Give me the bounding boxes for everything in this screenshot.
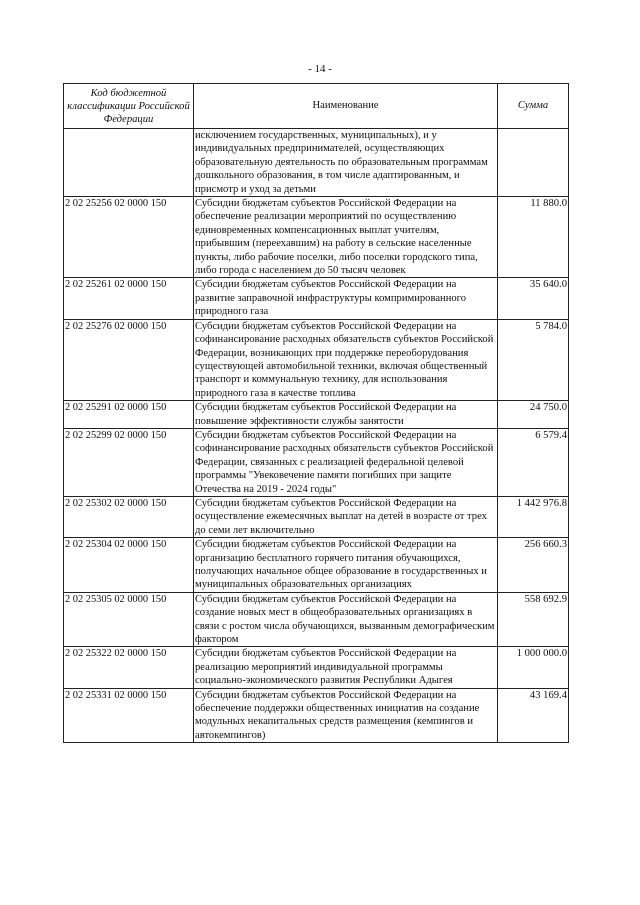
header-sum: Сумма [498,84,569,129]
table-row [64,647,569,688]
row-name: Субсидии бюджетам субъектов Российской Федерации на обеспечение поддержки общественных инициатив на создание модульных некапитальных средств размещения (кемпингов и автокемпингов) [194,688,498,743]
table-header-row [64,84,569,129]
row-name: Субсидии бюджетам субъектов Российской Федерации на осуществление ежемесячных выплат на детей в возрасте от трех до семи лет включительно [194,496,498,537]
row-sum: 1 000 000.0 [498,647,569,688]
page-number: - 14 - [308,63,332,75]
row-name: Субсидии бюджетам субъектов Российской Федерации на софинансирование расходных обязательств субъектов Российской Федерации, связанных с реализацией федеральной целевой программы "Увековечение памяти погибших при защите Отечества на 2019 - 2024 годы" [194,428,498,496]
table-row [64,319,569,400]
row-code [64,129,194,197]
row-name: исключением государственных, муниципальных), и у индивидуальных предпринимателей, осуществляющих образовательную деятельность по образовательным программам дошкольного образования, в том числе адаптированным, и присмотр и уход за детьми [194,129,498,197]
row-name: Субсидии бюджетам субъектов Российской Федерации на создание новых мест в общеобразовательных организациях в связи с ростом числа обучающихся, вызванным демографическим фактором [194,592,498,647]
row-name: Субсидии бюджетам субъектов Российской Федерации на развитие заправочной инфраструктуры компримированного природного газа [194,278,498,319]
row-sum: 35 640.0 [498,278,569,319]
row-name: Субсидии бюджетам субъектов Российской Федерации на софинансирование расходных обязательств субъектов Российской Федерации, возникающих при поддержке переоборудования существующей автомобильной техники, включая общественный транспорт и коммунальную технику, для использования природного газа в качестве топлива [194,319,498,400]
row-name: Субсидии бюджетам субъектов Российской Федерации на реализацию мероприятий индивидуальной программы социально-экономического развития Республики Адыгея [194,647,498,688]
table-row [64,592,569,647]
row-sum [498,129,569,197]
row-sum: 6 579.4 [498,428,569,496]
row-code: 2 02 25331 02 0000 150 [64,688,194,743]
budget-table [63,83,569,743]
row-code: 2 02 25276 02 0000 150 [64,319,194,400]
table-row [64,129,569,197]
header-code: Код бюджетной классификации Российской Федерации [64,84,194,129]
table-row [64,428,569,496]
row-sum: 1 442 976.8 [498,496,569,537]
row-code: 2 02 25256 02 0000 150 [64,197,194,278]
row-code: 2 02 25322 02 0000 150 [64,647,194,688]
row-sum: 11 880.0 [498,197,569,278]
row-name: Субсидии бюджетам субъектов Российской Федерации на организацию бесплатного горячего питания обучающихся, получающих начальное общее образование в государственных и муниципальных образовательных организациях [194,538,498,593]
row-sum: 5 784.0 [498,319,569,400]
row-sum: 24 750.0 [498,401,569,429]
table-row [64,496,569,537]
row-code: 2 02 25304 02 0000 150 [64,538,194,593]
table-row [64,278,569,319]
row-sum: 256 660.3 [498,538,569,593]
row-code: 2 02 25302 02 0000 150 [64,496,194,537]
table-row [64,538,569,593]
row-code: 2 02 25261 02 0000 150 [64,278,194,319]
row-code: 2 02 25291 02 0000 150 [64,401,194,429]
row-code: 2 02 25299 02 0000 150 [64,428,194,496]
header-name: Наименование [194,84,498,129]
table-row [64,197,569,278]
row-name: Субсидии бюджетам субъектов Российской Федерации на повышение эффективности службы занятости [194,401,498,429]
row-sum: 43 169.4 [498,688,569,743]
table-row [64,688,569,743]
row-name: Субсидии бюджетам субъектов Российской Федерации на обеспечение реализации мероприятий по осуществлению единовременных компенсационных выплат учителям, прибывшим (переехавшим) на работу в сельские населенные пункты, либо рабочие поселки, либо поселки городского типа, либо города с населением до 50 тысяч человек [194,197,498,278]
table-row [64,401,569,429]
row-code: 2 02 25305 02 0000 150 [64,592,194,647]
row-sum: 558 692.9 [498,592,569,647]
